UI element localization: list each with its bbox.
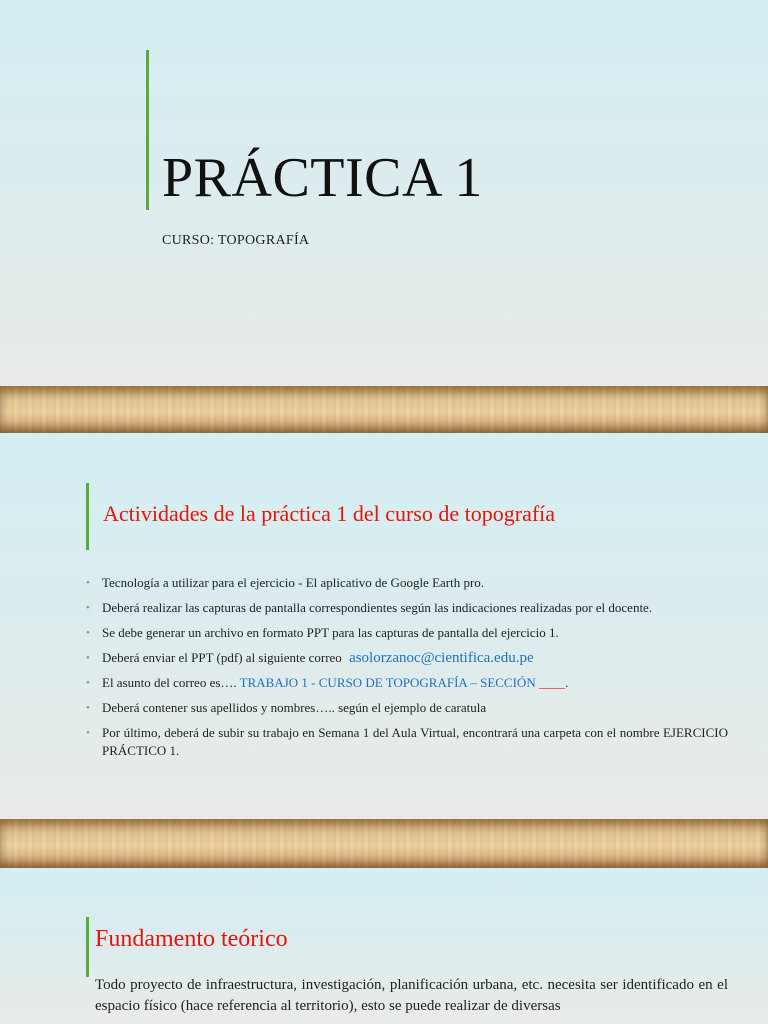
slide-2 [0,433,768,819]
bullet-icon: • [86,727,90,739]
list-item: • Deberá contener sus apellidos y nombres….. según el ejemplo de caratula [86,700,487,715]
list-item: • Tecnología a utilizar para el ejercicio - El aplicativo de Google Earth pro. [86,575,485,590]
section-blank: ____ [538,675,565,690]
list-item: • Deberá realizar las capturas de pantalla correspondientes según las indicaciones realizadas por el docente. [86,600,653,615]
bullet-icon: • [86,652,90,664]
bullet-icon: • [86,602,90,614]
list-item: • Se debe generar un archivo en formato PPT para las capturas de pantalla del ejercicio 1. [86,625,559,640]
bullet-icon: • [86,577,90,589]
slide-1 [0,0,768,386]
body-paragraph: Todo proyecto de infraestructura, investigación, planificación urbana, etc. necesita ser identificado en el espacio físico (hace referencia al territorio), esto se puede realizar de diversas [95,977,728,1014]
slide-title: PRÁCTICA 1 [162,147,483,209]
slide-heading: Fundamento teórico [95,926,288,952]
list-item: • El asunto del correo es…. TRABAJO 1 - CURSO DE TOPOGRAFÍA – SECCIÓN ____. [86,675,569,690]
slide-3 [0,868,768,1024]
email-link[interactable]: asolorzanoc@cientifica.edu.pe [349,650,534,666]
activities-list [86,574,728,767]
slide-subtitle: CURSO: TOPOGRAFÍA [162,233,310,248]
heading-accent-bar [86,483,89,550]
bullet-icon: • [86,677,90,689]
title-accent-bar [146,50,149,210]
list-item: • Deberá enviar el PPT (pdf) al siguiente correo asolorzanoc@cientifica.edu.pe [86,650,534,666]
bullet-icon: • [86,702,90,714]
wood-divider-1 [0,386,768,433]
slide-heading: Actividades de la práctica 1 del curso de topografía [103,501,556,526]
heading-accent-bar [86,917,89,977]
wood-divider-2 [0,819,768,868]
list-item: • Por último, deberá de subir su trabajo en Semana 1 del Aula Virtual, encontrará una carpeta con el nombre EJERCICIO PRÁCTICO 1. [86,725,728,758]
email-subject: TRABAJO 1 - CURSO DE TOPOGRAFÍA – SECCIÓN [239,675,536,690]
bullet-icon: • [86,627,90,639]
